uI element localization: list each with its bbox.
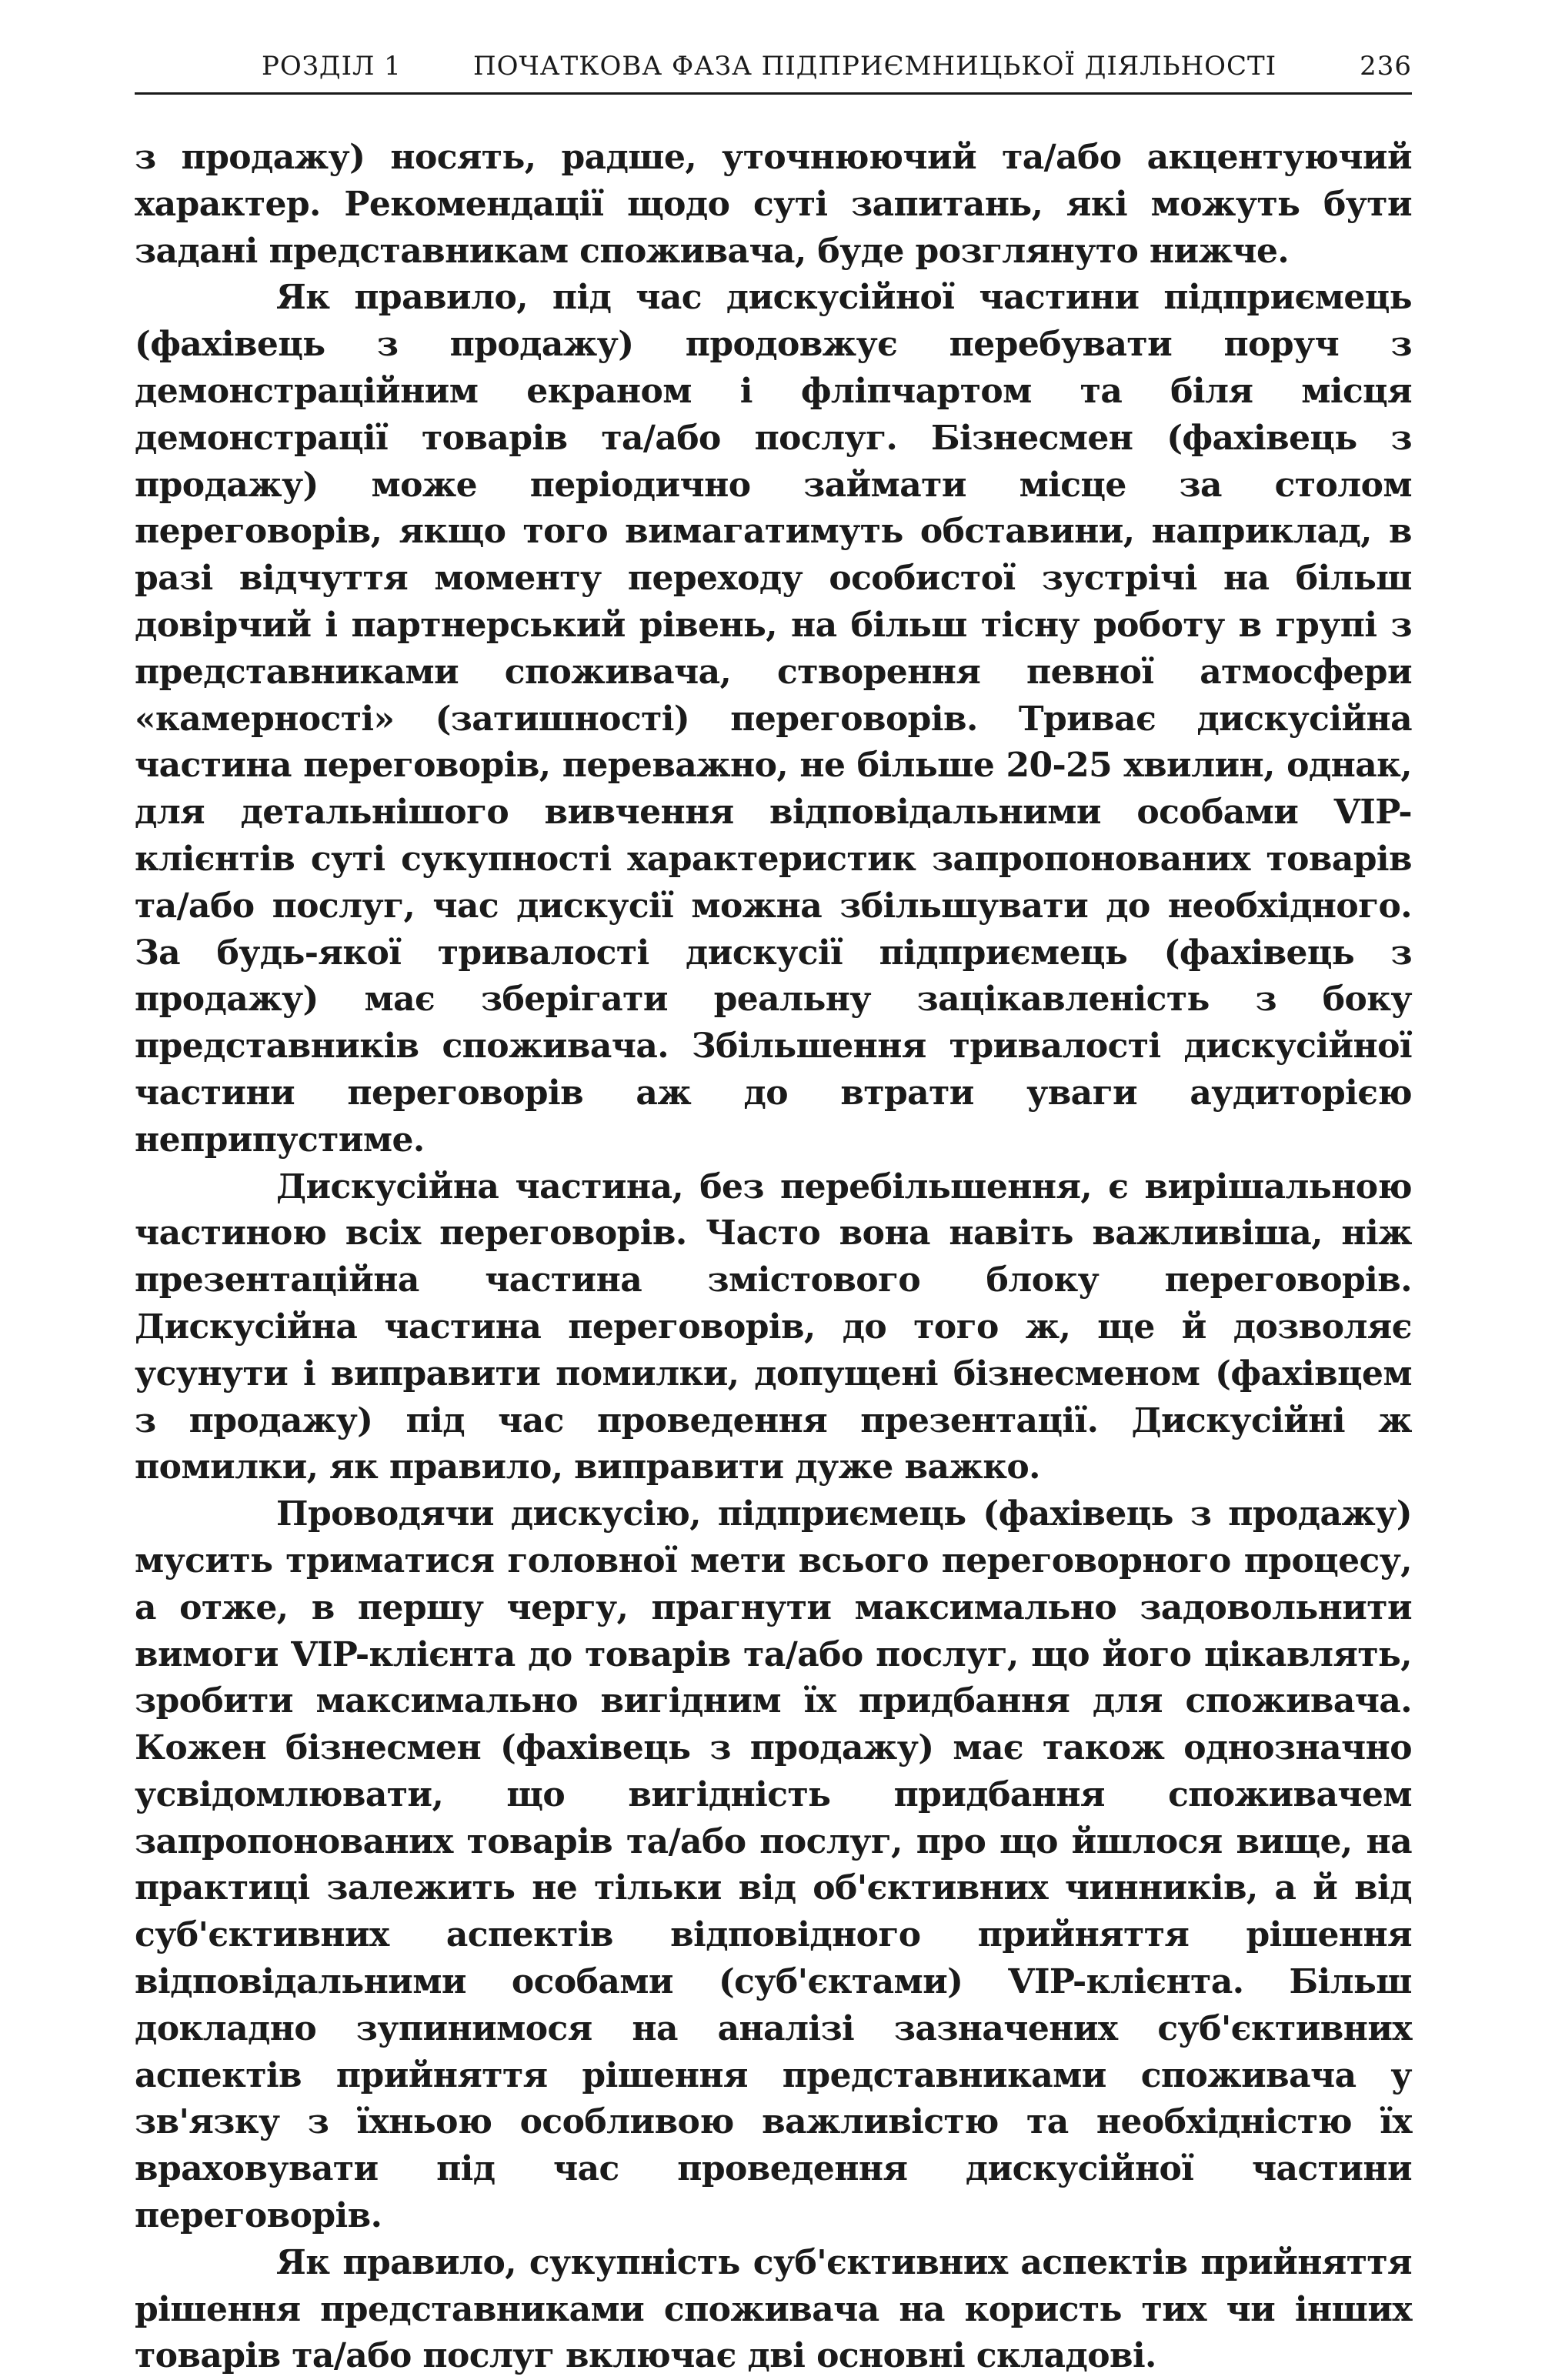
paragraph: Як правило, сукупність суб'єктивних аспектів прийняття рішення представниками споживача на користь тих чи інших товарів та/або послуг включає дві основні складові. — [135, 2242, 1412, 2376]
paragraph: з продажу) носять, радше, уточнюючий та/або акцентуючий характер. Рекомендації щодо суті запитань, які можуть бути задані представникам споживача, буде розглянуто нижче. — [135, 138, 1412, 271]
running-header — [135, 45, 1412, 95]
page-number: 236 — [1360, 51, 1412, 82]
chapter-label: РОЗДІЛ 1 — [262, 51, 402, 82]
paragraph: Дискусійна частина, без перебільшення, є вирішальною частиною всіх переговорів. Часто вона навіть важливіша, ніж презентаційна частина змістового блоку переговорів. Дискусійна частина переговорів, до того ж, ще й дозволяє усунути і виправити помилки, допущені бізнесменом (фахівцем з продажу) під час проведення презентації. Дискусійні ж помилки, як правило, виправити дуже важко. — [135, 1167, 1412, 1487]
chapter-title: ПОЧАТКОВА ФАЗА ПІДПРИЄМНИЦЬКОЇ ДІЯЛЬНОСТІ — [473, 51, 1277, 82]
book-page — [135, 45, 1412, 2376]
paragraph: Проводячи дискусію, підприємець (фахівець з продажу) мусить триматися головної мети всього переговорного процесу, а отже, в першу чергу, прагнути максимально задовольнити вимоги VIP-клієнта до товарів та/або послуг, що його цікавлять, зробити максимально вигідним їх придбання для споживача. Кожен бізнесмен (фахівець з продажу) має також однозначно усвідомлювати, що вигідність придбання споживачем запропонованих товарів та/або послуг, про що йшлося вище, на практиці залежить не тільки від об'єктивних чинників, а й від суб'єктивних аспектів відповідного прийняття рішення відповідальними особами (суб'єктами) VIP-клієнта. Більш докладно зупинимося на аналізі зазначених суб'єктивних аспектів прийняття рішення представниками споживача у зв'язку з їхньою особливою важливістю та необхідністю їх враховувати під час проведення дискусійної частини переговорів. — [135, 1494, 1412, 2236]
paragraph: Як правило, під час дискусійної частини підприємець (фахівець з продажу) продовжує перебувати поруч з демонстраційним екраном і фліпчартом та біля місця демонстрації товарів та/або послуг. Бізнесмен (фахівець з продажу) може періодично займати місце за столом переговорів, якщо того вимагатимуть обставини, наприклад, в разі відчуття моменту переходу особистої зустрічі на більш довірчий і партнерський рівень, на більш тісну роботу в групі з представниками споживача, створення певної атмосфери «камерності» (затишності) переговорів. Триває дискусійна частина переговорів, переважно, не більше 20-25 хвилин, однак, для детальнішого вивчення відповідальними особами VIP-клієнтів суті сукупності характеристик запропонованих товарів та/або послуг, час дискусії можна збільшувати до необхідного. За будь-якої тривалості дискусії підприємець (фахівець з продажу) має зберігати реальну зацікавленість з боку представників споживача. Збільшення тривалості дискусійної частини переговорів аж до втрати уваги аудиторією неприпустиме. — [135, 278, 1412, 1160]
body-text — [135, 135, 1412, 2380]
